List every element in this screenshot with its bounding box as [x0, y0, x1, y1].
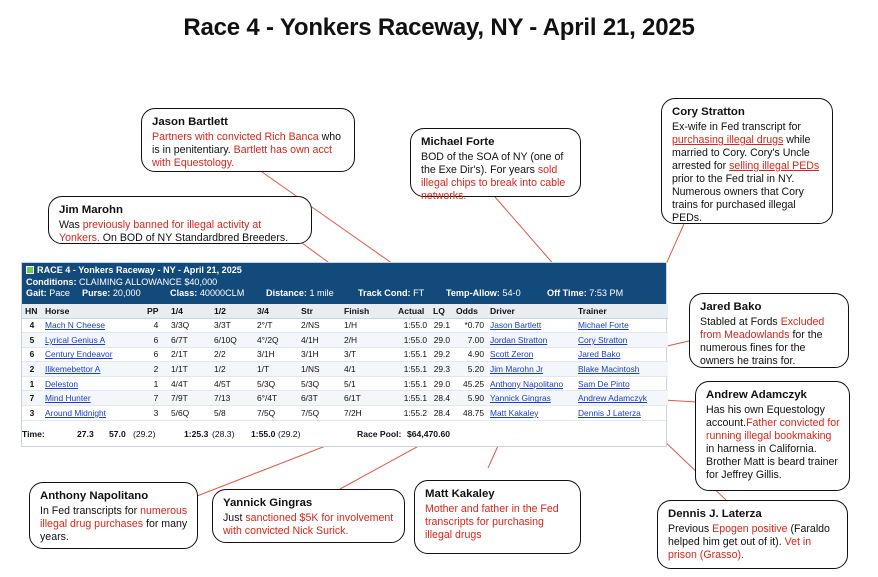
race-title-text: RACE 4 - Yonkers Raceway - NY - April 21, 2025	[37, 265, 242, 275]
cell-driver[interactable]: Anthony Napolitano	[487, 376, 575, 391]
note-name: Dennis J. Laterza	[668, 508, 762, 520]
cell-q3: 3/1H	[254, 347, 298, 362]
track-field	[358, 288, 424, 300]
distance-value: 1 mile	[309, 288, 334, 299]
final-time: 1:55.0	[251, 428, 276, 439]
note-name: Michael Forte	[421, 136, 495, 148]
note-name: Andrew Adamczyk	[706, 389, 807, 401]
cell-str: 6/3T	[298, 391, 341, 406]
col-finish: Finish	[341, 304, 395, 318]
cell-finish: 6/1T	[341, 391, 395, 406]
cell-hn: 3	[22, 406, 42, 421]
cell-str: 7/5Q	[298, 406, 341, 421]
table-row	[22, 376, 668, 391]
cell-q1: 6/7T	[168, 333, 211, 348]
cell-str: 3/1H	[298, 347, 341, 362]
cell-q2: 1/2	[211, 362, 254, 377]
cell-odds: 45.25	[453, 376, 487, 391]
note-text: for many years.	[40, 518, 188, 543]
cell-trainer[interactable]: Dennis J Laterza	[575, 406, 668, 421]
class-value: 40000CLM	[199, 288, 245, 299]
note-text: purchasing illegal drugs	[672, 134, 784, 146]
race-header	[22, 263, 666, 304]
note-andrew-adamczyk	[695, 381, 850, 491]
cell-driver[interactable]: Yannick Gingras	[487, 391, 575, 406]
note-text: selling illegal PEDs	[729, 160, 820, 172]
cell-trainer[interactable]: Blake Macintosh	[575, 362, 668, 377]
note-yannick-gingras	[212, 489, 405, 543]
cell-horse[interactable]: Mach N Cheese	[42, 318, 144, 333]
col-str: Str	[298, 304, 341, 318]
cell-lq: 29.0	[430, 333, 453, 348]
note-text: On BOD of NY Standardbred Breeders.	[99, 232, 289, 244]
note-text: while married to Cory. Cory's Uncle arrested for	[672, 134, 811, 172]
cell-str: 1/NS	[298, 362, 341, 377]
cell-q3: 4°/2Q	[254, 333, 298, 348]
note-text: sold illegal chips to break into cable networks.	[421, 164, 566, 202]
cell-pp: 6	[144, 347, 168, 362]
col-q3: 3/4	[254, 304, 298, 318]
note-name: Cory Stratton	[672, 106, 745, 118]
cell-hn: 5	[22, 333, 42, 348]
temp-label: Temp-Allow:	[446, 288, 500, 299]
gait-label: Gait:	[26, 288, 47, 299]
off-time-value: 7:53 PM	[589, 288, 624, 299]
col-driver: Driver	[487, 304, 575, 318]
quarter-2-time: 57.0	[109, 428, 126, 439]
cell-q1: 1/1T	[168, 362, 211, 377]
cell-hn: 1	[22, 376, 42, 391]
results-body	[22, 318, 668, 420]
cell-pp: 6	[144, 333, 168, 348]
note-text: Epogen positive	[712, 523, 788, 535]
cell-actual: 1:55.1	[395, 347, 430, 362]
cell-finish: 4/1	[341, 362, 395, 377]
purse-field	[82, 288, 141, 300]
cell-lq: 29.0	[430, 376, 453, 391]
cell-lq: 28.4	[430, 406, 453, 421]
note-text: Just	[223, 512, 246, 524]
quarter-1-time: 27.3	[77, 428, 94, 439]
table-row	[22, 318, 668, 333]
purse-value: 20,000	[112, 288, 141, 299]
quarter-2-split: (29.2)	[133, 428, 156, 439]
note-jared-bako	[689, 293, 849, 368]
cell-trainer[interactable]: Andrew Adamczyk	[575, 391, 668, 406]
cell-q2: 3/3T	[211, 318, 254, 333]
col-q2: 1/2	[211, 304, 254, 318]
note-text: (Faraldo helped him get out of it).	[668, 523, 830, 548]
cell-str: 2/NS	[298, 318, 341, 333]
table-row	[22, 406, 668, 421]
cell-horse[interactable]: Lyrical Genius A	[42, 333, 144, 348]
race-footer	[22, 425, 666, 445]
note-text: Was	[59, 219, 83, 231]
cell-horse[interactable]: Deleston	[42, 376, 144, 391]
race-results-table	[21, 262, 667, 447]
note-text: Excluded from Meadowlands	[700, 316, 825, 341]
cell-actual: 1:55.2	[395, 406, 430, 421]
distance-label: Distance:	[266, 288, 307, 299]
quarter-3-split: (28.3)	[212, 428, 235, 439]
cell-trainer[interactable]: Sam De Pinto	[575, 376, 668, 391]
cell-hn: 2	[22, 362, 42, 377]
cell-actual: 1:55.0	[395, 333, 430, 348]
cell-odds: *0.70	[453, 318, 487, 333]
cell-q1: 4/4T	[168, 376, 211, 391]
track-value: FT	[413, 288, 425, 299]
note-text: Bartlett has own acct with Equestology.	[152, 144, 332, 169]
cell-actual: 1:55.1	[395, 391, 430, 406]
cell-trainer[interactable]: Michael Forte	[575, 318, 668, 333]
cell-odds: 5.90	[453, 391, 487, 406]
race-details	[26, 288, 662, 300]
off-time-label: Off Time:	[547, 288, 587, 299]
note-text: Ex-wife in Fed transcript for	[672, 121, 801, 133]
note-text: Partners with convicted Rich Banca	[152, 131, 319, 143]
cell-horse[interactable]: Century Endeavor	[42, 347, 144, 362]
race-status-icon	[26, 266, 34, 274]
results-grid	[22, 304, 668, 421]
distance-field	[266, 288, 334, 300]
cell-q1: 7/9T	[168, 391, 211, 406]
cell-str: 5/3Q	[298, 376, 341, 391]
cell-driver[interactable]: Jordan Stratton	[487, 333, 575, 348]
note-name: Jason Bartlett	[152, 116, 228, 128]
cell-pp: 1	[144, 376, 168, 391]
note-text: sanctioned $5K for involvement with convicted Nick Surick.	[223, 512, 394, 537]
note-anthony-napolitano	[29, 482, 198, 549]
note-text: BOD of the SOA of NY (one of the Exe Dir's). For years	[421, 151, 564, 176]
cell-driver[interactable]: Matt Kakaley	[487, 406, 575, 421]
results-header-row	[22, 304, 668, 318]
quarter-3-time: 1:25.3	[184, 428, 209, 439]
col-trainer: Trainer	[575, 304, 668, 318]
note-text: numerous illegal drug purchases	[40, 505, 188, 530]
cell-actual: 1:55.1	[395, 376, 430, 391]
note-text: prior to the Fed trial in NY. Numerous owners that Cory trains for purchased illegal PEDs.	[672, 173, 804, 224]
note-text: In Fed transcripts for	[40, 505, 141, 517]
cell-finish: 3/T	[341, 347, 395, 362]
col-actual: Actual	[395, 304, 430, 318]
cell-lq: 28.4	[430, 391, 453, 406]
note-name: Matt Kakaley	[425, 488, 495, 500]
col-pp: PP	[144, 304, 168, 318]
note-text: Father convicted for running illegal bookmaking	[706, 417, 840, 442]
note-name: Anthony Napolitano	[40, 490, 149, 502]
col-q1: 1/4	[168, 304, 211, 318]
cell-finish: 7/2H	[341, 406, 395, 421]
cell-q3: 1/T	[254, 362, 298, 377]
race-pool-value: $64,470.60	[407, 428, 451, 439]
temp-value: 54-0	[502, 288, 521, 299]
cell-finish: 2/H	[341, 333, 395, 348]
cell-odds: 5.20	[453, 362, 487, 377]
note-text: Stabled at Fords	[700, 316, 781, 328]
cell-driver[interactable]: Scott Zeron	[487, 347, 575, 362]
class-field	[170, 288, 244, 300]
cell-horse[interactable]: Around Midnight	[42, 406, 144, 421]
cell-actual: 1:55.0	[395, 318, 430, 333]
cell-q2: 6/10Q	[211, 333, 254, 348]
race-header-title	[26, 265, 662, 277]
cell-q1: 3/3Q	[168, 318, 211, 333]
cell-q2: 7/13	[211, 391, 254, 406]
cell-q2: 2/2	[211, 347, 254, 362]
cell-pp: 7	[144, 391, 168, 406]
cell-q3: 2°/T	[254, 318, 298, 333]
cell-hn: 6	[22, 347, 42, 362]
race-conditions	[26, 277, 662, 289]
cell-horse[interactable]: Ilikemebettor A	[42, 362, 144, 377]
cell-hn: 7	[22, 391, 42, 406]
conditions-value: CLAIMING ALLOWANCE $40,000	[79, 276, 218, 287]
off-time-field	[547, 288, 623, 300]
col-odds: Odds	[453, 304, 487, 318]
cell-hn: 4	[22, 318, 42, 333]
time-label: Time:	[22, 428, 45, 439]
cell-pp: 3	[144, 406, 168, 421]
gait-field	[26, 288, 70, 300]
note-name: Jim Marohn	[59, 204, 123, 216]
note-text: who is in penitentiary.	[152, 131, 342, 156]
temp-field	[446, 288, 521, 300]
cell-driver[interactable]: Jim Marohn Jr	[487, 362, 575, 377]
page-title: Race 4 - Yonkers Raceway, NY - April 21, 2025	[183, 14, 695, 41]
purse-label: Purse:	[82, 288, 111, 299]
connector-andrew	[663, 400, 697, 402]
cell-q2: 4/5T	[211, 376, 254, 391]
cell-horse[interactable]: Mind Hunter	[42, 391, 144, 406]
cell-actual: 1:55.1	[395, 362, 430, 377]
col-hn: HN	[22, 304, 42, 318]
note-text: for the numerous fines for the owners he trains for.	[700, 329, 823, 367]
cell-finish: 5/1	[341, 376, 395, 391]
note-text: previously banned for illegal activity at Yonkers.	[59, 219, 262, 244]
table-row	[22, 391, 668, 406]
race-pool-label: Race Pool:	[357, 428, 402, 439]
cell-trainer[interactable]: Jared Bako	[575, 347, 668, 362]
note-name: Yannick Gingras	[223, 497, 313, 509]
cell-odds: 7.00	[453, 333, 487, 348]
cell-pp: 4	[144, 318, 168, 333]
cell-lq: 29.2	[430, 347, 453, 362]
cell-str: 4/1H	[298, 333, 341, 348]
note-text: Vet in prison (Grasso).	[668, 536, 812, 561]
cell-q3: 6°/4T	[254, 391, 298, 406]
note-dennis-laterza	[657, 500, 848, 569]
note-matt-kakaley	[414, 480, 581, 554]
note-text: Mother and father in the Fed transcripts for purchasing illegal drugs	[425, 503, 559, 541]
table-row	[22, 362, 668, 377]
note-jason-bartlett	[141, 108, 355, 172]
table-row	[22, 333, 668, 348]
cell-q3: 7/5Q	[254, 406, 298, 421]
track-label: Track Cond:	[358, 288, 411, 299]
note-text: Previous	[668, 523, 713, 535]
conditions-label: Conditions:	[26, 276, 77, 287]
cell-q1: 5/6Q	[168, 406, 211, 421]
note-name: Jared Bako	[700, 301, 762, 313]
cell-lq: 29.1	[430, 318, 453, 333]
note-cory-stratton	[661, 98, 833, 224]
class-label: Class:	[170, 288, 198, 299]
note-text: Has his own Equestology account.	[706, 404, 825, 429]
cell-driver[interactable]: Jason Bartlett	[487, 318, 575, 333]
note-jim-marohn	[48, 196, 312, 244]
col-horse: Horse	[42, 304, 144, 318]
cell-pp: 2	[144, 362, 168, 377]
final-split: (29.2)	[278, 428, 301, 439]
cell-finish: 1/H	[341, 318, 395, 333]
cell-odds: 48.75	[453, 406, 487, 421]
cell-q3: 5/3Q	[254, 376, 298, 391]
cell-q2: 5/8	[211, 406, 254, 421]
cell-q1: 2/1T	[168, 347, 211, 362]
note-text: in harness in California. Brother Matt is beard trainer for Jeffrey Gillis.	[706, 443, 838, 481]
note-michael-forte	[410, 128, 581, 202]
table-row	[22, 347, 668, 362]
gait-value: Pace	[49, 288, 70, 299]
col-lq: LQ	[430, 304, 453, 318]
cell-trainer[interactable]: Cory Stratton	[575, 333, 668, 348]
cell-lq: 29.3	[430, 362, 453, 377]
cell-odds: 4.90	[453, 347, 487, 362]
